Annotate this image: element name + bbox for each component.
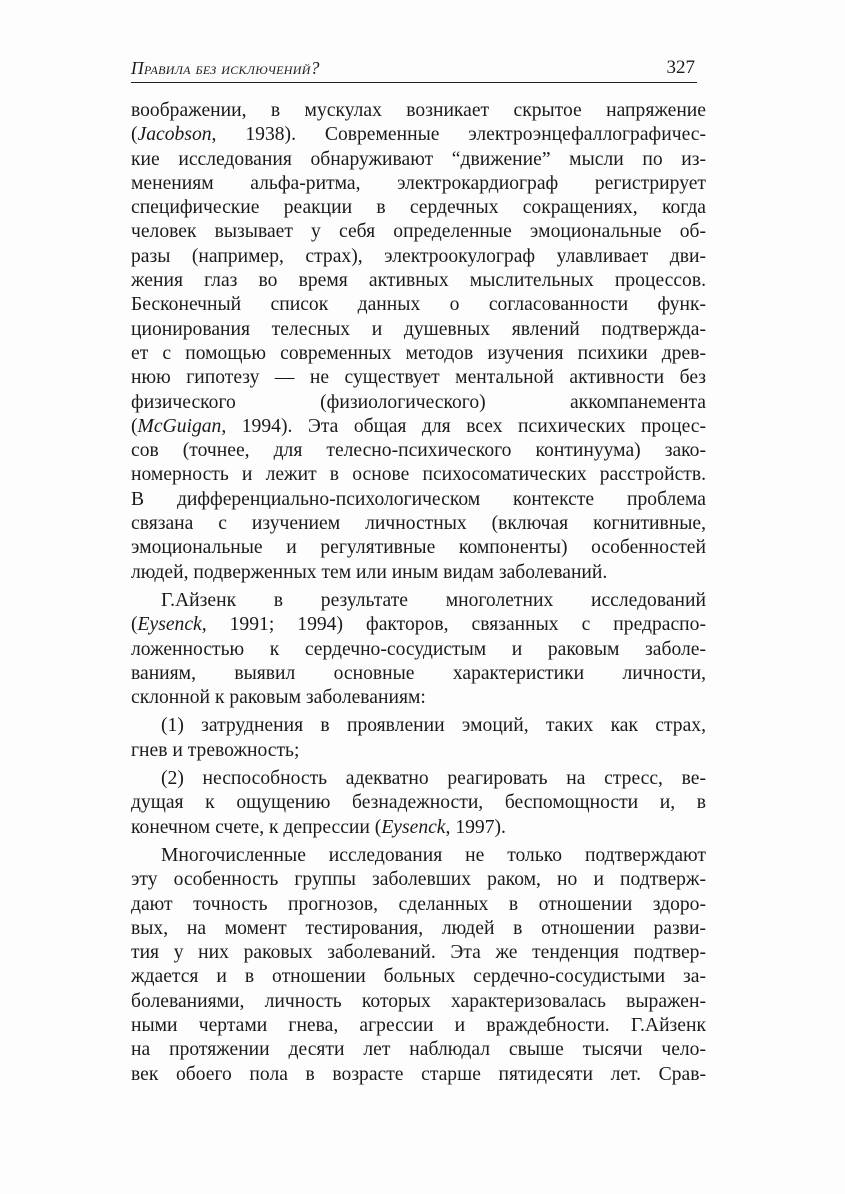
text-line: связана с изучением личностных (включая когнитивные, (131, 513, 706, 535)
text-line: дущая к ощущению безнадежности, беспомощности и, в (131, 792, 706, 814)
paragraph (131, 589, 706, 710)
text-line: склонной к раковым заболеваниям: (131, 687, 426, 709)
text-line: разы (например, страх), электроокулограф улавливает дви- (131, 245, 706, 267)
text-line: номерность и лежит в основе психосоматических расстройств. (131, 464, 706, 486)
text-line: дают точность прогнозов, сделанных в отношении здоро- (131, 893, 706, 915)
text-line: человек вызывает у себя определенные эмоциональные об- (131, 221, 706, 243)
text-line: Бесконечный список данных о согласованности функ- (131, 294, 706, 316)
text-line: эту особенность группы заболевших раком, но и подтверж- (131, 869, 706, 891)
text-line: (McGuigan, 1994). Эта общая для всех психических процес- (131, 415, 706, 437)
text-line: физического (физиологического) аккомпанемента (131, 391, 706, 413)
text-line: Г.Айзенк в результате многолетних исследований (161, 589, 706, 611)
text-line: на протяжении десяти лет наблюдал свыше тысячи чело- (131, 1039, 706, 1061)
page-header (131, 52, 697, 83)
text-line: эмоциональные и регулятивные компоненты) особенностей (131, 537, 706, 559)
text-line: (Jacobson, 1938). Современные электроэнцефаллографичес- (131, 124, 706, 146)
body-text (131, 99, 706, 1087)
text-line: ложенностью к сердечно-сосудистым и раковым заболе- (131, 638, 706, 660)
page-number: 327 (666, 57, 695, 78)
text-line: сов (точнее, для телесно-психического континуума) зако- (131, 440, 706, 462)
text-line: ждается и в отношении больных сердечно-сосудистыми за- (131, 966, 706, 988)
paragraph (131, 767, 706, 840)
text-line: конечном счете, к депрессии (Eysenck, 1997). (131, 816, 506, 838)
text-line: кие исследования обнаруживают “движение” мысли по из- (131, 148, 706, 170)
text-line: (Eysenck, 1991; 1994) факторов, связанных с предраспо- (131, 614, 706, 636)
text-line: вых, на момент тестирования, людей в отношении разви- (131, 917, 706, 939)
text-line: специфические реакции в сердечных сокращениях, когда (131, 197, 706, 219)
text-line: гнев и тревожность; (131, 739, 300, 761)
text-line: Многочисленные исследования не только подтверждают (161, 844, 706, 866)
citation-author: Eysenck (137, 614, 202, 636)
text-line: ными чертами гнева, агрессии и враждебности. Г.Айзенк (131, 1014, 706, 1036)
paragraph (131, 844, 706, 1087)
text-line: тия у них раковых заболеваний. Эта же тенденция подтвер- (131, 942, 706, 964)
text-line: людей, подверженных тем или иным видам заболеваний. (131, 561, 608, 583)
text-line: ционирования телесных и душевных явлений подтвержда- (131, 318, 706, 340)
text-line: (1) затруднения в проявлении эмоций, таких как страх, (161, 715, 706, 737)
text-line: ет с помощью современных методов изучения психики древ- (131, 342, 706, 364)
citation-author: Eysenck (381, 816, 446, 838)
paragraph (131, 99, 706, 585)
text-line: ваниям, выявил основные характеристики личности, (131, 662, 706, 684)
text-line: В дифференциально-психологическом контексте проблема (131, 488, 706, 510)
running-title: Правила без исключений? (131, 58, 320, 78)
text-line: воображении, в мускулах возникает скрытое напряжение (131, 100, 706, 121)
text-line: нюю гипотезу — не существует ментальной активности без (131, 367, 706, 389)
text-line: менениям альфа-ритма, электрокардиограф регистрирует (131, 172, 706, 194)
citation-author: Jacobson (137, 124, 212, 146)
text-line: жения глаз во время активных мыслительных процессов. (131, 270, 706, 292)
text-line: болеваниями, личность которых характеризовалась выражен- (131, 990, 706, 1012)
text-line: век обоего пола в возрасте старше пятидесяти лет. Срав- (131, 1063, 706, 1085)
text-line: (2) неспособность адекватно реагировать на стресс, ве- (161, 768, 706, 790)
paragraph (131, 714, 706, 763)
citation-author: McGuigan (137, 415, 222, 437)
